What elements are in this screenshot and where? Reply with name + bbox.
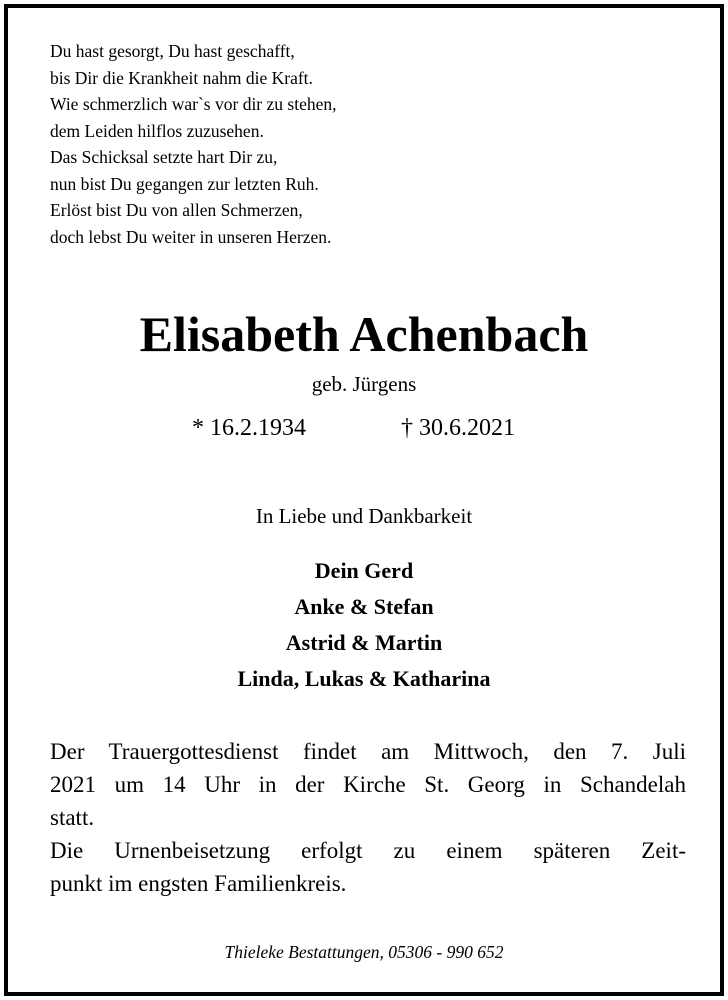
family-signatures	[8, 553, 720, 697]
poem-line: dem Leiden hilflos zuzusehen.	[50, 120, 264, 141]
poem-line: Wie schmerzlich war`s vor dir zu stehen,	[50, 94, 337, 114]
poem-line: Das Schicksal setzte hart Dir zu,	[50, 147, 278, 167]
service-announcement	[50, 735, 686, 900]
poem-line: Du hast gesorgt, Du hast geschafft,	[50, 41, 295, 61]
poem-line: nun bist Du gegangen zur letzten Ruh.	[50, 173, 319, 194]
birth-date: * 16.2.1934	[192, 415, 306, 441]
funeral-home-contact: Thieleke Bestattungen, 05306 - 990 652	[224, 942, 504, 962]
family-member: Dein Gerd	[314, 558, 414, 583]
poem-line: doch lebst Du weiter in unseren Herzen.	[50, 226, 332, 247]
obituary-notice	[4, 4, 724, 996]
service-line: 2021 um 14 Uhr in der Kirche St. Georg in Schandelah	[50, 772, 686, 797]
family-member: Anke & Stefan	[294, 594, 434, 619]
service-line: statt.	[50, 805, 95, 830]
memorial-poem	[50, 38, 336, 250]
service-line: Die Urnenbeisetzung erfolgt zu einem späteren Zeit-	[50, 838, 686, 863]
poem-line: bis Dir die Krankheit nahm die Kraft.	[50, 67, 313, 88]
service-line: Der Trauergottesdienst findet am Mittwoch, den 7. Juli	[50, 739, 686, 764]
service-line: punkt im engsten Familienkreis.	[50, 871, 347, 896]
gratitude-line: In Liebe und Dankbarkeit	[255, 504, 473, 528]
death-date: † 30.6.2021	[401, 415, 515, 441]
deceased-name: Elisabeth Achenbach	[139, 306, 589, 362]
family-member: Astrid & Martin	[285, 630, 443, 655]
maiden-name: geb. Jürgens	[311, 372, 417, 396]
poem-line: Erlöst bist Du von allen Schmerzen,	[50, 200, 303, 220]
family-member: Linda, Lukas & Katharina	[237, 666, 491, 691]
